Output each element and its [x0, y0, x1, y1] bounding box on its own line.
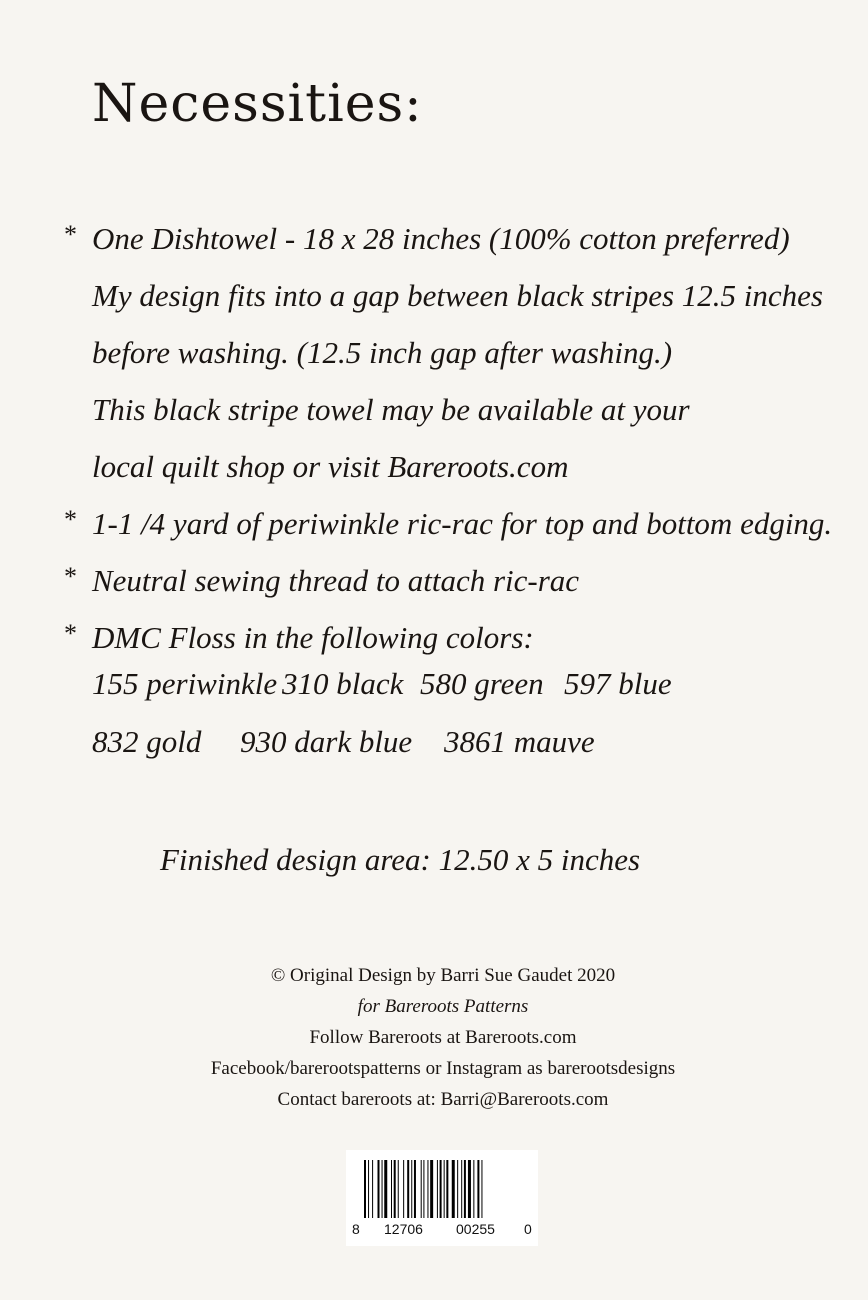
barcode: [346, 1150, 538, 1246]
floss-color: 930 dark blue: [240, 724, 413, 759]
barcode-group-2: 00255: [456, 1221, 495, 1237]
necessities-list: [60, 210, 840, 666]
social-line: Facebook/barerootspatterns or Instagram as barerootsdesigns: [210, 1058, 676, 1079]
floss-color: 3861 mauve: [444, 724, 595, 759]
barcode-digit-first: 8: [352, 1221, 360, 1237]
copyright-line: © Original Design by Barri Sue Gaudet 2020: [270, 965, 616, 986]
list-item: [60, 267, 840, 324]
list-item: [60, 324, 840, 381]
bullet-asterisk: *: [64, 619, 77, 648]
list-item-text: My design fits into a gap between black stripes 12.5 inches: [92, 278, 823, 313]
bullet-asterisk: *: [64, 220, 77, 249]
list-item-text: This black stripe towel may be available at your: [92, 392, 690, 427]
floss-color: 580 green: [420, 666, 544, 701]
bullet-asterisk: *: [64, 562, 77, 591]
floss-color: 597 blue: [564, 666, 672, 701]
list-item: [60, 609, 840, 666]
list-item: [60, 210, 840, 267]
floss-color: 832 gold: [92, 724, 202, 759]
credits-block: [0, 960, 868, 1115]
list-item-text: Neutral sewing thread to attach ric-rac: [92, 563, 580, 598]
bullet-asterisk: *: [64, 505, 77, 534]
list-item-text: One Dishtowel - 18 x 28 inches (100% cotton preferred): [92, 221, 790, 256]
list-item: [60, 552, 840, 609]
barcode-bars-icon: [364, 1160, 522, 1218]
floss-color: 310 black: [282, 666, 404, 701]
floss-color: 155 periwinkle: [92, 666, 278, 701]
list-item: [60, 438, 840, 495]
page-title: Necessities:: [92, 74, 423, 134]
publisher-line: for Bareroots Patterns: [357, 996, 529, 1017]
finished-design-area: Finished design area: 12.50 x 5 inches: [159, 842, 641, 877]
contact-line: Contact bareroots at: Barri@Bareroots.com: [277, 1089, 609, 1110]
barcode-digit-last: 0: [524, 1221, 532, 1237]
list-item-text: DMC Floss in the following colors:: [92, 620, 534, 655]
list-item-text: 1-1 /4 yard of periwinkle ric-rac for top and bottom edging.: [92, 506, 833, 541]
list-item: [60, 381, 840, 438]
list-item: [60, 495, 840, 552]
list-item-text: before washing. (12.5 inch gap after washing.): [92, 335, 673, 370]
barcode-group-1: 12706: [384, 1221, 423, 1237]
follow-line: Follow Bareroots at Bareroots.com: [309, 1027, 577, 1048]
list-item-text: local quilt shop or visit Bareroots.com: [92, 449, 569, 484]
